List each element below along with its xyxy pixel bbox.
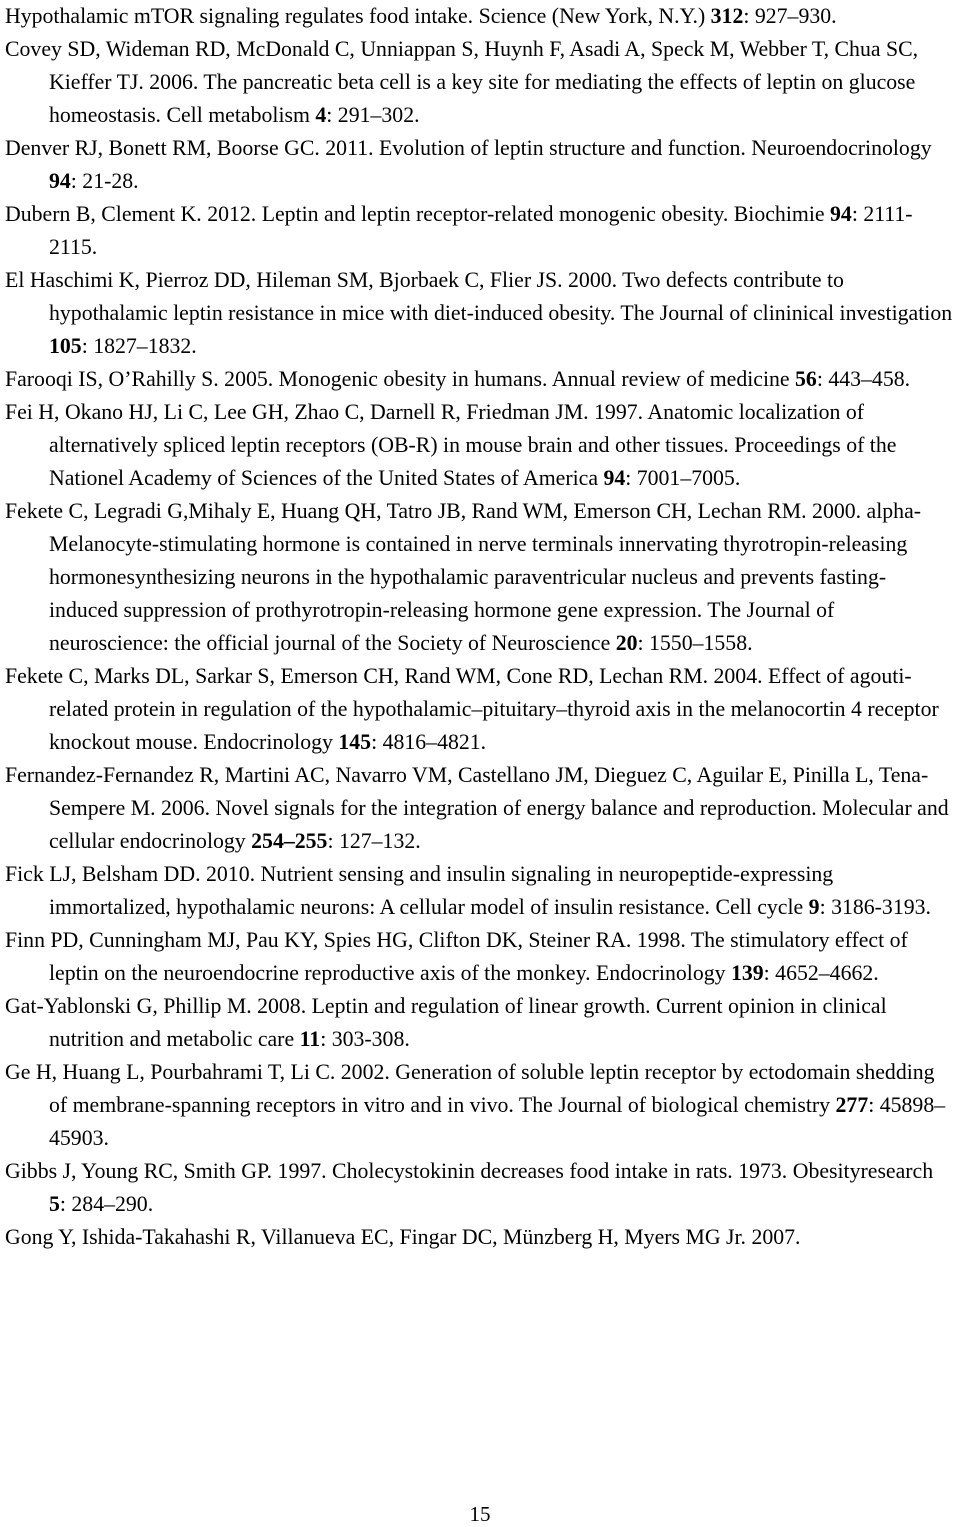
reference-entry bbox=[5, 1056, 955, 1155]
reference-text: Denver RJ, Bonett RM, Boorse GC. 2011. Evolution of leptin structure and function. Neuroendocrinology bbox=[5, 136, 932, 160]
reference-text: Fernandez-Fernandez R, Martini AC, Navarro VM, Castellano JM, Dieguez C, Aguilar E, Pinilla L, Tena-Sempere M. 2006. Novel signals for the integration of energy balance and reproduction. Molecular and cellular endocrinology bbox=[5, 763, 949, 853]
reference-text: Ge H, Huang L, Pourbahrami T, Li C. 2002. Generation of soluble leptin receptor by ectodomain shedding of membrane-spanning receptors in vitro and in vivo. The Journal of biological chemistry bbox=[5, 1060, 935, 1117]
reference-text: Fei H, Okano HJ, Li C, Lee GH, Zhao C, Darnell R, Friedman JM. 1997. Anatomic localization of alternatively spliced leptin receptors (OB-R) in mouse brain and other tissues. Proceedings of the Nationel Academy of Sciences of the United States of America bbox=[5, 400, 897, 490]
reference-pages: : 4652–4662. bbox=[763, 961, 879, 985]
reference-pages: : 7001–7005. bbox=[625, 466, 741, 490]
reference-entry bbox=[5, 33, 955, 132]
reference-entry bbox=[5, 1221, 955, 1254]
reference-text: Gibbs J, Young RC, Smith GP. 1997. Cholecystokinin decreases food intake in rats. 1973. Obesityresearch bbox=[5, 1159, 934, 1183]
reference-pages: : 291–302. bbox=[326, 103, 420, 127]
reference-volume: 56 bbox=[795, 367, 817, 391]
reference-pages: : 2111-2115. bbox=[49, 202, 913, 259]
reference-entry bbox=[5, 990, 955, 1056]
reference-volume: 254–255 bbox=[251, 829, 328, 853]
reference-entry bbox=[5, 363, 955, 396]
reference-text: Fekete C, Marks DL, Sarkar S, Emerson CH, Rand WM, Cone RD, Lechan RM. 2004. Effect of agouti-related protein in regulation of the hypothalamic–pituitary–thyroid axis in the melanocortin 4 receptor knockout mouse. Endocrinology bbox=[5, 664, 939, 754]
reference-pages: : 4816–4821. bbox=[371, 730, 487, 754]
reference-entry bbox=[5, 759, 955, 858]
reference-pages: : 284–290. bbox=[59, 1192, 154, 1216]
reference-text: Gat-Yablonski G, Phillip M. 2008. Leptin and regulation of linear growth. Current opinion in clinical nutrition and metabolic care bbox=[5, 994, 887, 1051]
reference-text: Covey SD, Wideman RD, McDonald C, Unniappan S, Huynh F, Asadi A, Speck M, Webber T, Chua SC, Kieffer TJ. 2006. The pancreatic beta cell is a key site for mediating the effects of leptin on glucose homeostasis. Cell metabolism bbox=[5, 37, 919, 127]
reference-text: Gong Y, Ishida-Takahashi R, Villanueva EC, Fingar DC, Münzberg H, Myers MG Jr. 2007. bbox=[5, 1225, 801, 1249]
reference-text: Hypothalamic mTOR signaling regulates food intake. Science (New York, N.Y.) bbox=[5, 4, 711, 28]
reference-volume: 5 bbox=[49, 1192, 60, 1216]
reference-pages: : 443–458. bbox=[816, 367, 911, 391]
reference-entry bbox=[5, 858, 955, 924]
reference-volume: 139 bbox=[730, 961, 764, 985]
reference-entry bbox=[5, 132, 955, 198]
reference-text: Dubern B, Clement K. 2012. Leptin and leptin receptor-related monogenic obesity. Biochimie bbox=[5, 202, 831, 226]
reference-entry bbox=[5, 660, 955, 759]
reference-pages: : 127–132. bbox=[327, 829, 421, 853]
reference-pages: : 3186-3193. bbox=[819, 895, 931, 919]
reference-entry bbox=[5, 0, 955, 33]
reference-pages: : 303-308. bbox=[320, 1027, 410, 1051]
reference-text: Farooqi IS, O’Rahilly S. 2005. Monogenic obesity in humans. Annual review of medicine bbox=[5, 367, 796, 391]
reference-text: Fekete C, Legradi G,Mihaly E, Huang QH, Tatro JB, Rand WM, Emerson CH, Lechan RM. 2000. alpha-Melanocyte-stimulating hormone is contained in nerve terminals innervating thyrotropin-releasing hormonesynthesizing neurons in the hypothalamic paraventricular nucleus and prevents fasting-induced suppression of prothyrotropin-releasing hormone gene expression. The Journal of neuroscience: the official journal of the Society of Neuroscience bbox=[5, 499, 922, 655]
reference-text: Fick LJ, Belsham DD. 2010. Nutrient sensing and insulin signaling in neuropeptide-expressing immortalized, hypothalamic neurons: A cellular model of insulin resistance. Cell cycle bbox=[5, 862, 834, 919]
reference-pages: : 21-28. bbox=[70, 169, 139, 193]
reference-volume: 277 bbox=[835, 1093, 869, 1117]
reference-volume: 94 bbox=[603, 466, 626, 490]
reference-list bbox=[5, 0, 955, 1254]
reference-entry bbox=[5, 495, 955, 660]
reference-entry bbox=[5, 396, 955, 495]
reference-pages: : 45898–45903. bbox=[49, 1093, 946, 1150]
reference-pages: : 927–930. bbox=[743, 4, 837, 28]
reference-volume: 4 bbox=[315, 103, 327, 127]
reference-volume: 9 bbox=[808, 895, 820, 919]
reference-volume: 11 bbox=[299, 1027, 321, 1051]
page-number: 15 bbox=[469, 1502, 491, 1526]
reference-volume: 312 bbox=[710, 4, 744, 28]
reference-volume: 145 bbox=[338, 730, 372, 754]
reference-pages: : 1550–1558. bbox=[637, 631, 753, 655]
reference-entry bbox=[5, 1155, 955, 1221]
reference-pages: : 1827–1832. bbox=[81, 334, 197, 358]
reference-entry bbox=[5, 924, 955, 990]
reference-volume: 94 bbox=[830, 202, 852, 226]
reference-entry bbox=[5, 264, 955, 363]
reference-volume: 20 bbox=[615, 631, 638, 655]
reference-volume: 105 bbox=[49, 334, 82, 358]
reference-text: Finn PD, Cunningham MJ, Pau KY, Spies HG, Clifton DK, Steiner RA. 1998. The stimulatory effect of leptin on the neuroendocrine reproductive axis of the monkey. Endocrinology bbox=[5, 928, 908, 985]
reference-entry bbox=[5, 198, 955, 264]
reference-text: El Haschimi K, Pierroz DD, Hileman SM, Bjorbaek C, Flier JS. 2000. Two defects contribute to hypothalamic leptin resistance in mice with diet-induced obesity. The Journal of clininical investigation bbox=[5, 268, 953, 325]
reference-volume: 94 bbox=[49, 169, 71, 193]
